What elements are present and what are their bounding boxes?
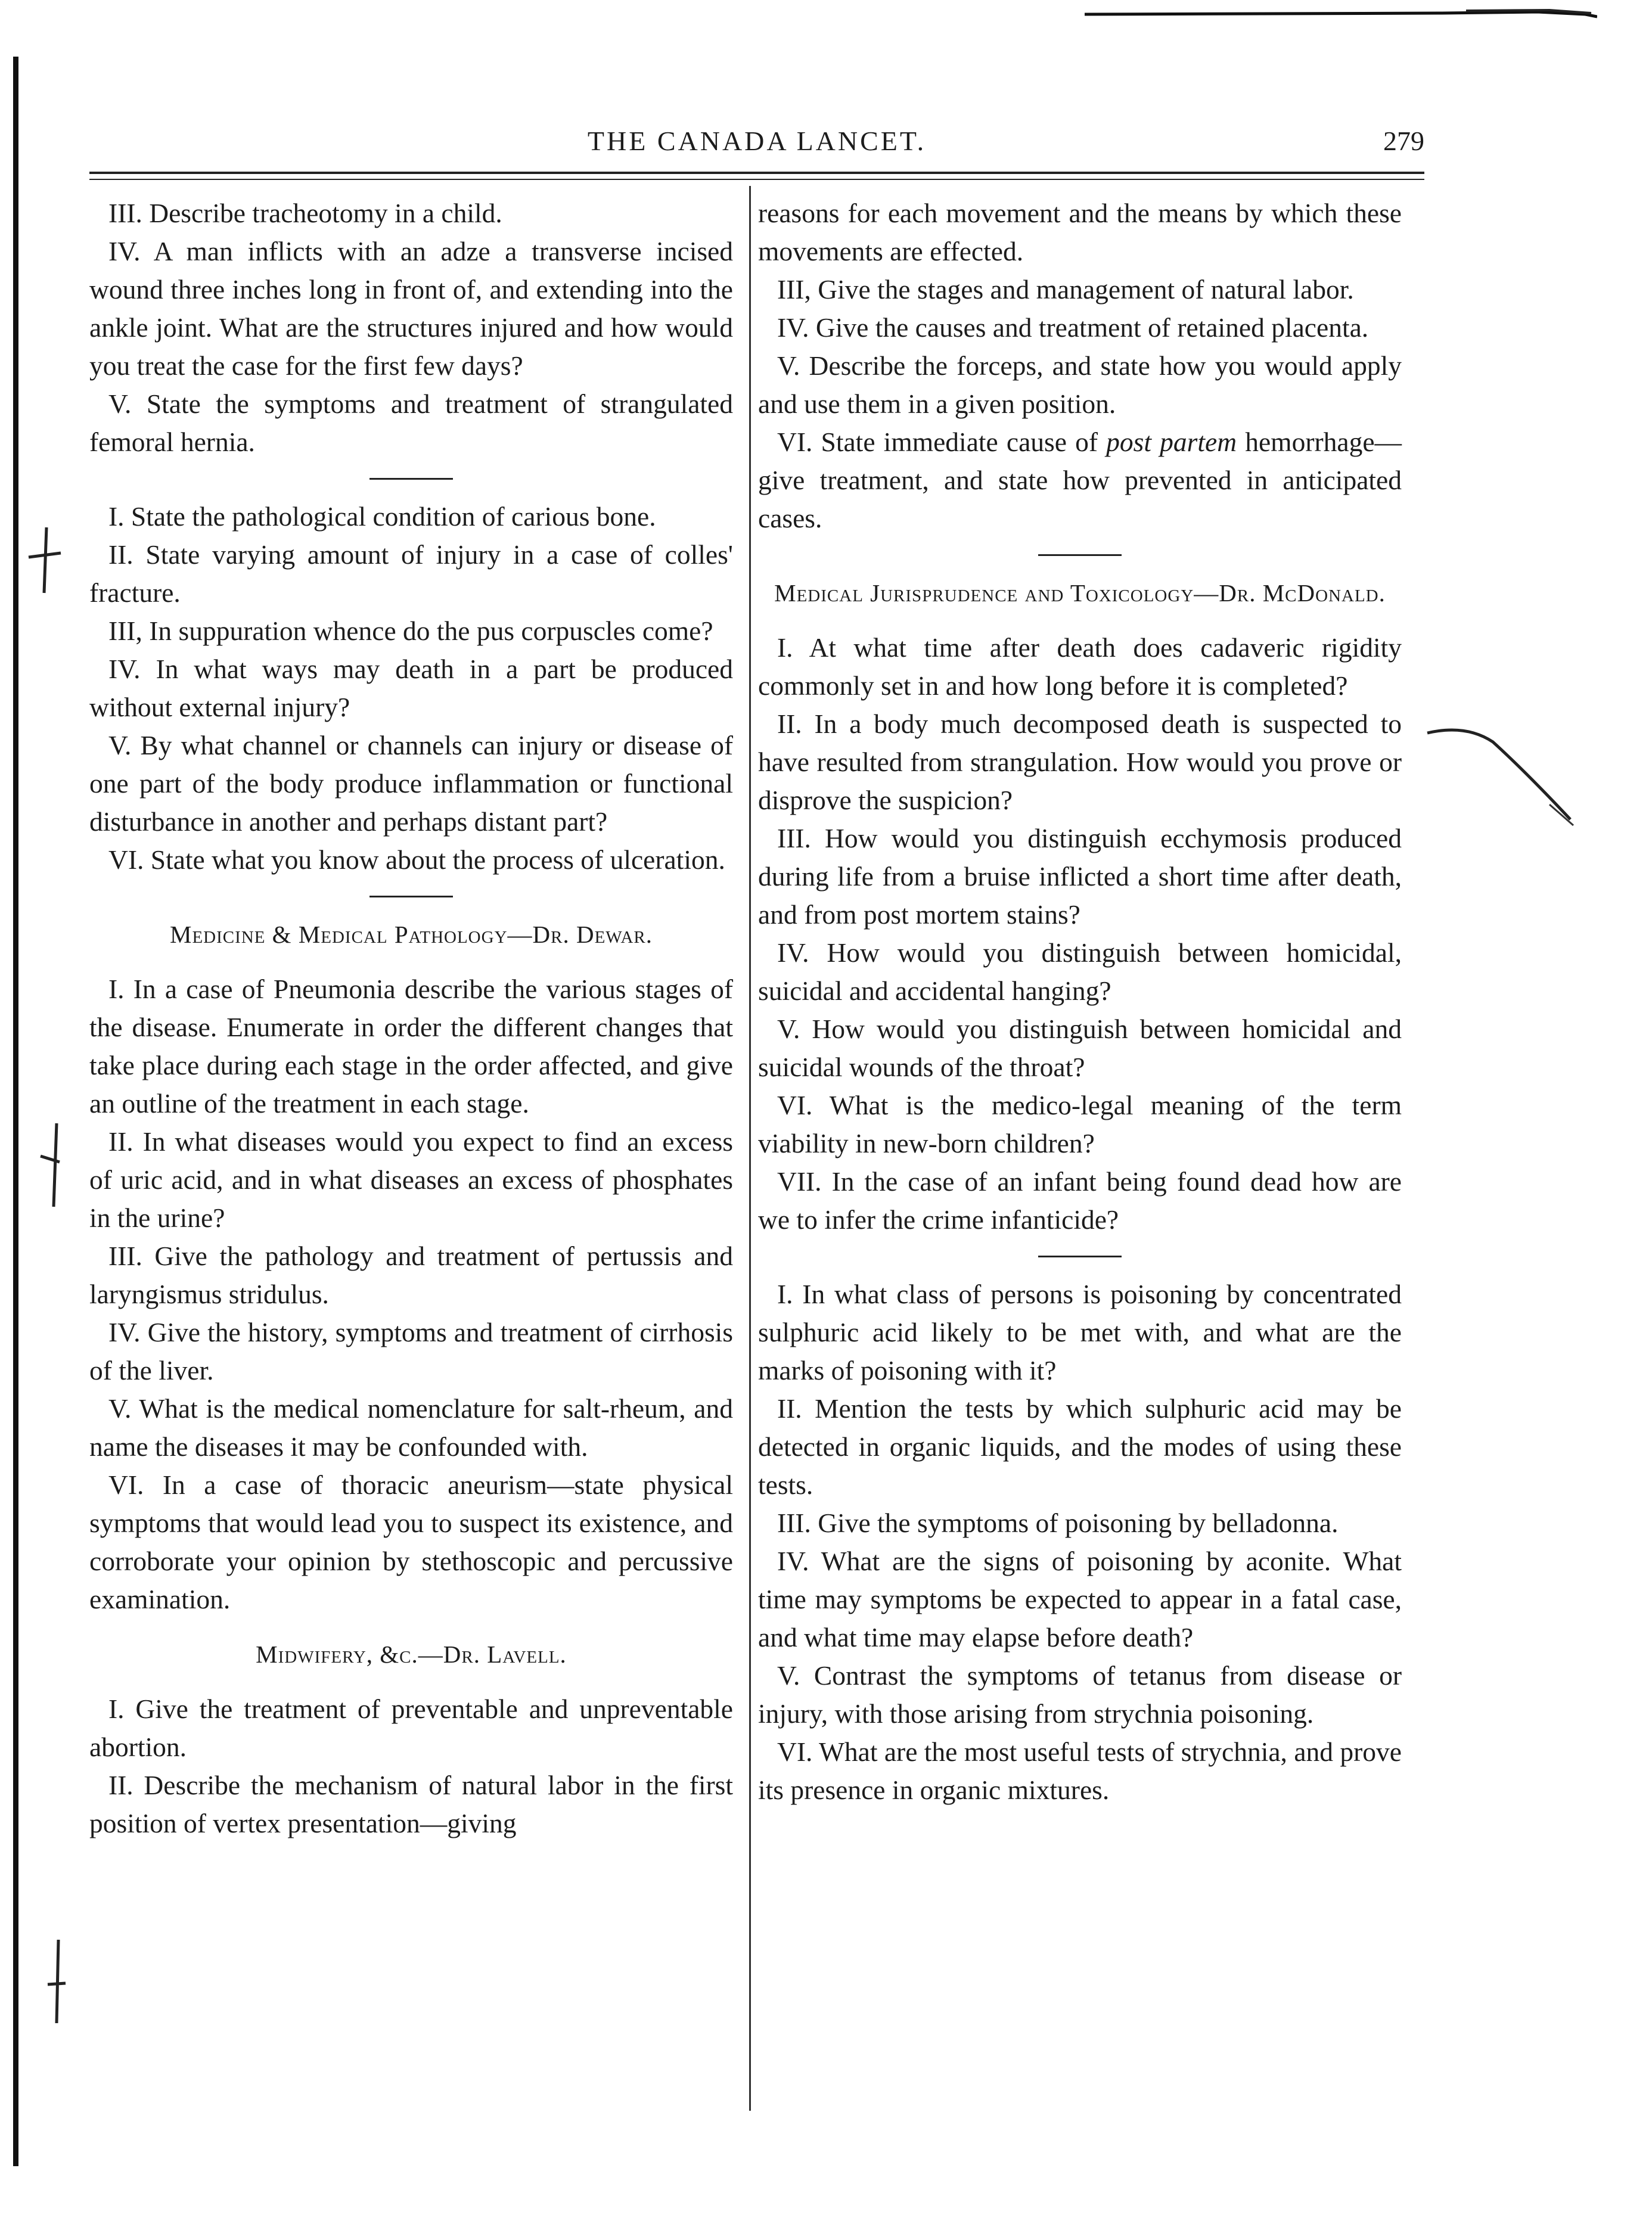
question: VI. In a case of thoracic aneurism—state physical symptoms that would lead you to suspect its existence, and corroborate your opinion by stethoscopic and percussive examination. [89,1470,733,1614]
pencil-stroke-mark [1424,715,1579,828]
question: IV. How would you distinguish between homicidal, suicidal and accidental hanging? [758,937,1402,1006]
question: III, In suppuration whence do the pus corpuscles come? [108,616,713,646]
question: V. Describe the forceps, and state how you would apply and use them in a given position. [758,350,1402,419]
column-divider [749,186,751,2111]
right-column [758,194,1402,1809]
section-heading-medicine: Medicine & Medical Pathology—Dr. Dewar. [170,921,653,948]
question: II. Mention the tests by which sulphuric acid may be detected in organic liquids, and the modes of using these tests. [758,1393,1402,1500]
question: VII. In the case of an infant being found dead how are we to infer the crime infanticide? [758,1166,1402,1235]
section-heading-midwifery: Midwifery, &c.—Dr. Lavell. [256,1641,567,1668]
question: II. State varying amount of injury in a case of colles' fracture. [89,539,733,608]
question: III. How would you distinguish ecchymosis produced during life from a bruise inflicted a short time after death, and from post mortem stains? [758,823,1402,930]
section-rule [1038,554,1122,556]
scan-top-rule [1085,8,1597,23]
pencil-bracket-mark [42,1937,72,2026]
question: IV. What are the signs of poisoning by aconite. What time may symptoms be expected to appear in a fatal case, and what time may elapse before death? [758,1546,1402,1652]
question-continued: reasons for each movement and the means by which these movements are effected. [758,198,1402,266]
journal-title: THE CANADA LANCET. [587,126,927,156]
question: VI. What are the most useful tests of strychnia, and prove its presence in organic mixtures. [758,1737,1402,1805]
question [758,423,1402,538]
pencil-cross-mark [24,524,66,596]
left-column [89,194,733,1843]
section-rule [369,896,453,897]
question: VI. What is the medico-legal meaning of the term viability in new-born children? [758,1090,1402,1158]
question-text: VI. State immediate cause of [777,427,1107,457]
question: III. Give the symptoms of poisoning by belladonna. [777,1508,1339,1538]
question: II. In what diseases would you expect to find an excess of uric acid, and in what diseases an excess of phosphates in the urine? [89,1126,733,1233]
question: V. Contrast the symptoms of tetanus from disease or injury, with those arising from strychnia poisoning. [758,1660,1402,1729]
question: V. What is the medical nomenclature for salt-rheum, and name the diseases it may be confounded with. [89,1393,733,1462]
question: III, Give the stages and management of natural labor. [777,274,1354,305]
header-rule [89,172,1424,180]
question: II. Describe the mechanism of natural labor in the first position of vertex presentation—giving [89,1770,733,1838]
question: I. In a case of Pneumonia describe the various stages of the disease. Enumerate in order the different changes that take place during each stage in the order affected, and give an outline of the treatment in each stage. [89,974,733,1119]
question: I. State the pathological condition of carious bone. [108,501,656,532]
question: IV. A man inflicts with an adze a transverse incised wound three inches long in front of, and extending into the ankle joint. What are the structures injured and how would you treat the case for the first few days? [89,236,733,381]
question: III. Give the pathology and treatment of pertussis and laryngismus stridulus. [89,1241,733,1309]
question: I. In what class of persons is poisoning by concentrated sulphuric acid likely to be met with, and what are the marks of poisoning with it? [758,1279,1402,1386]
pencil-bracket-mark [36,1120,72,1210]
running-head [89,125,1424,161]
question: V. How would you distinguish between homicidal and suicidal wounds of the throat? [758,1014,1402,1082]
section-rule [1038,1256,1122,1257]
question: IV. Give the history, symptoms and treatment of cirrhosis of the liver. [89,1317,733,1386]
section-rule [369,478,453,480]
scan-left-edge [13,57,18,2166]
section-heading-jurisprudence: Medical Jurisprudence and Toxicology—Dr. McDonald. [774,579,1386,607]
question: VI. State what you know about the process of ulceration. [108,844,725,875]
question: I. Give the treatment of preventable and unpreventable abortion. [89,1694,733,1762]
question-text: hemorrhage—give treatment, and state how prevented in anticipated cases. [758,427,1402,533]
question: IV. Give the causes and treatment of retained placenta. [777,312,1369,343]
question: IV. In what ways may death in a part be produced without external injury? [89,654,733,722]
question: V. State the symptoms and treatment of strangulated femoral hernia. [89,389,733,457]
question: I. At what time after death does cadaveric rigidity commonly set in and how long before it is completed? [758,632,1402,701]
question: II. In a body much decomposed death is suspected to have resulted from strangulation. How would you prove or disprove the suspicion? [758,709,1402,815]
page-number: 279 [1383,126,1424,156]
italic-term: post partem [1106,427,1237,457]
question: III. Describe tracheotomy in a child. [108,198,502,228]
question: V. By what channel or channels can injury or disease of one part of the body produce inflammation or functional disturbance in another and perhaps distant part? [89,730,733,837]
